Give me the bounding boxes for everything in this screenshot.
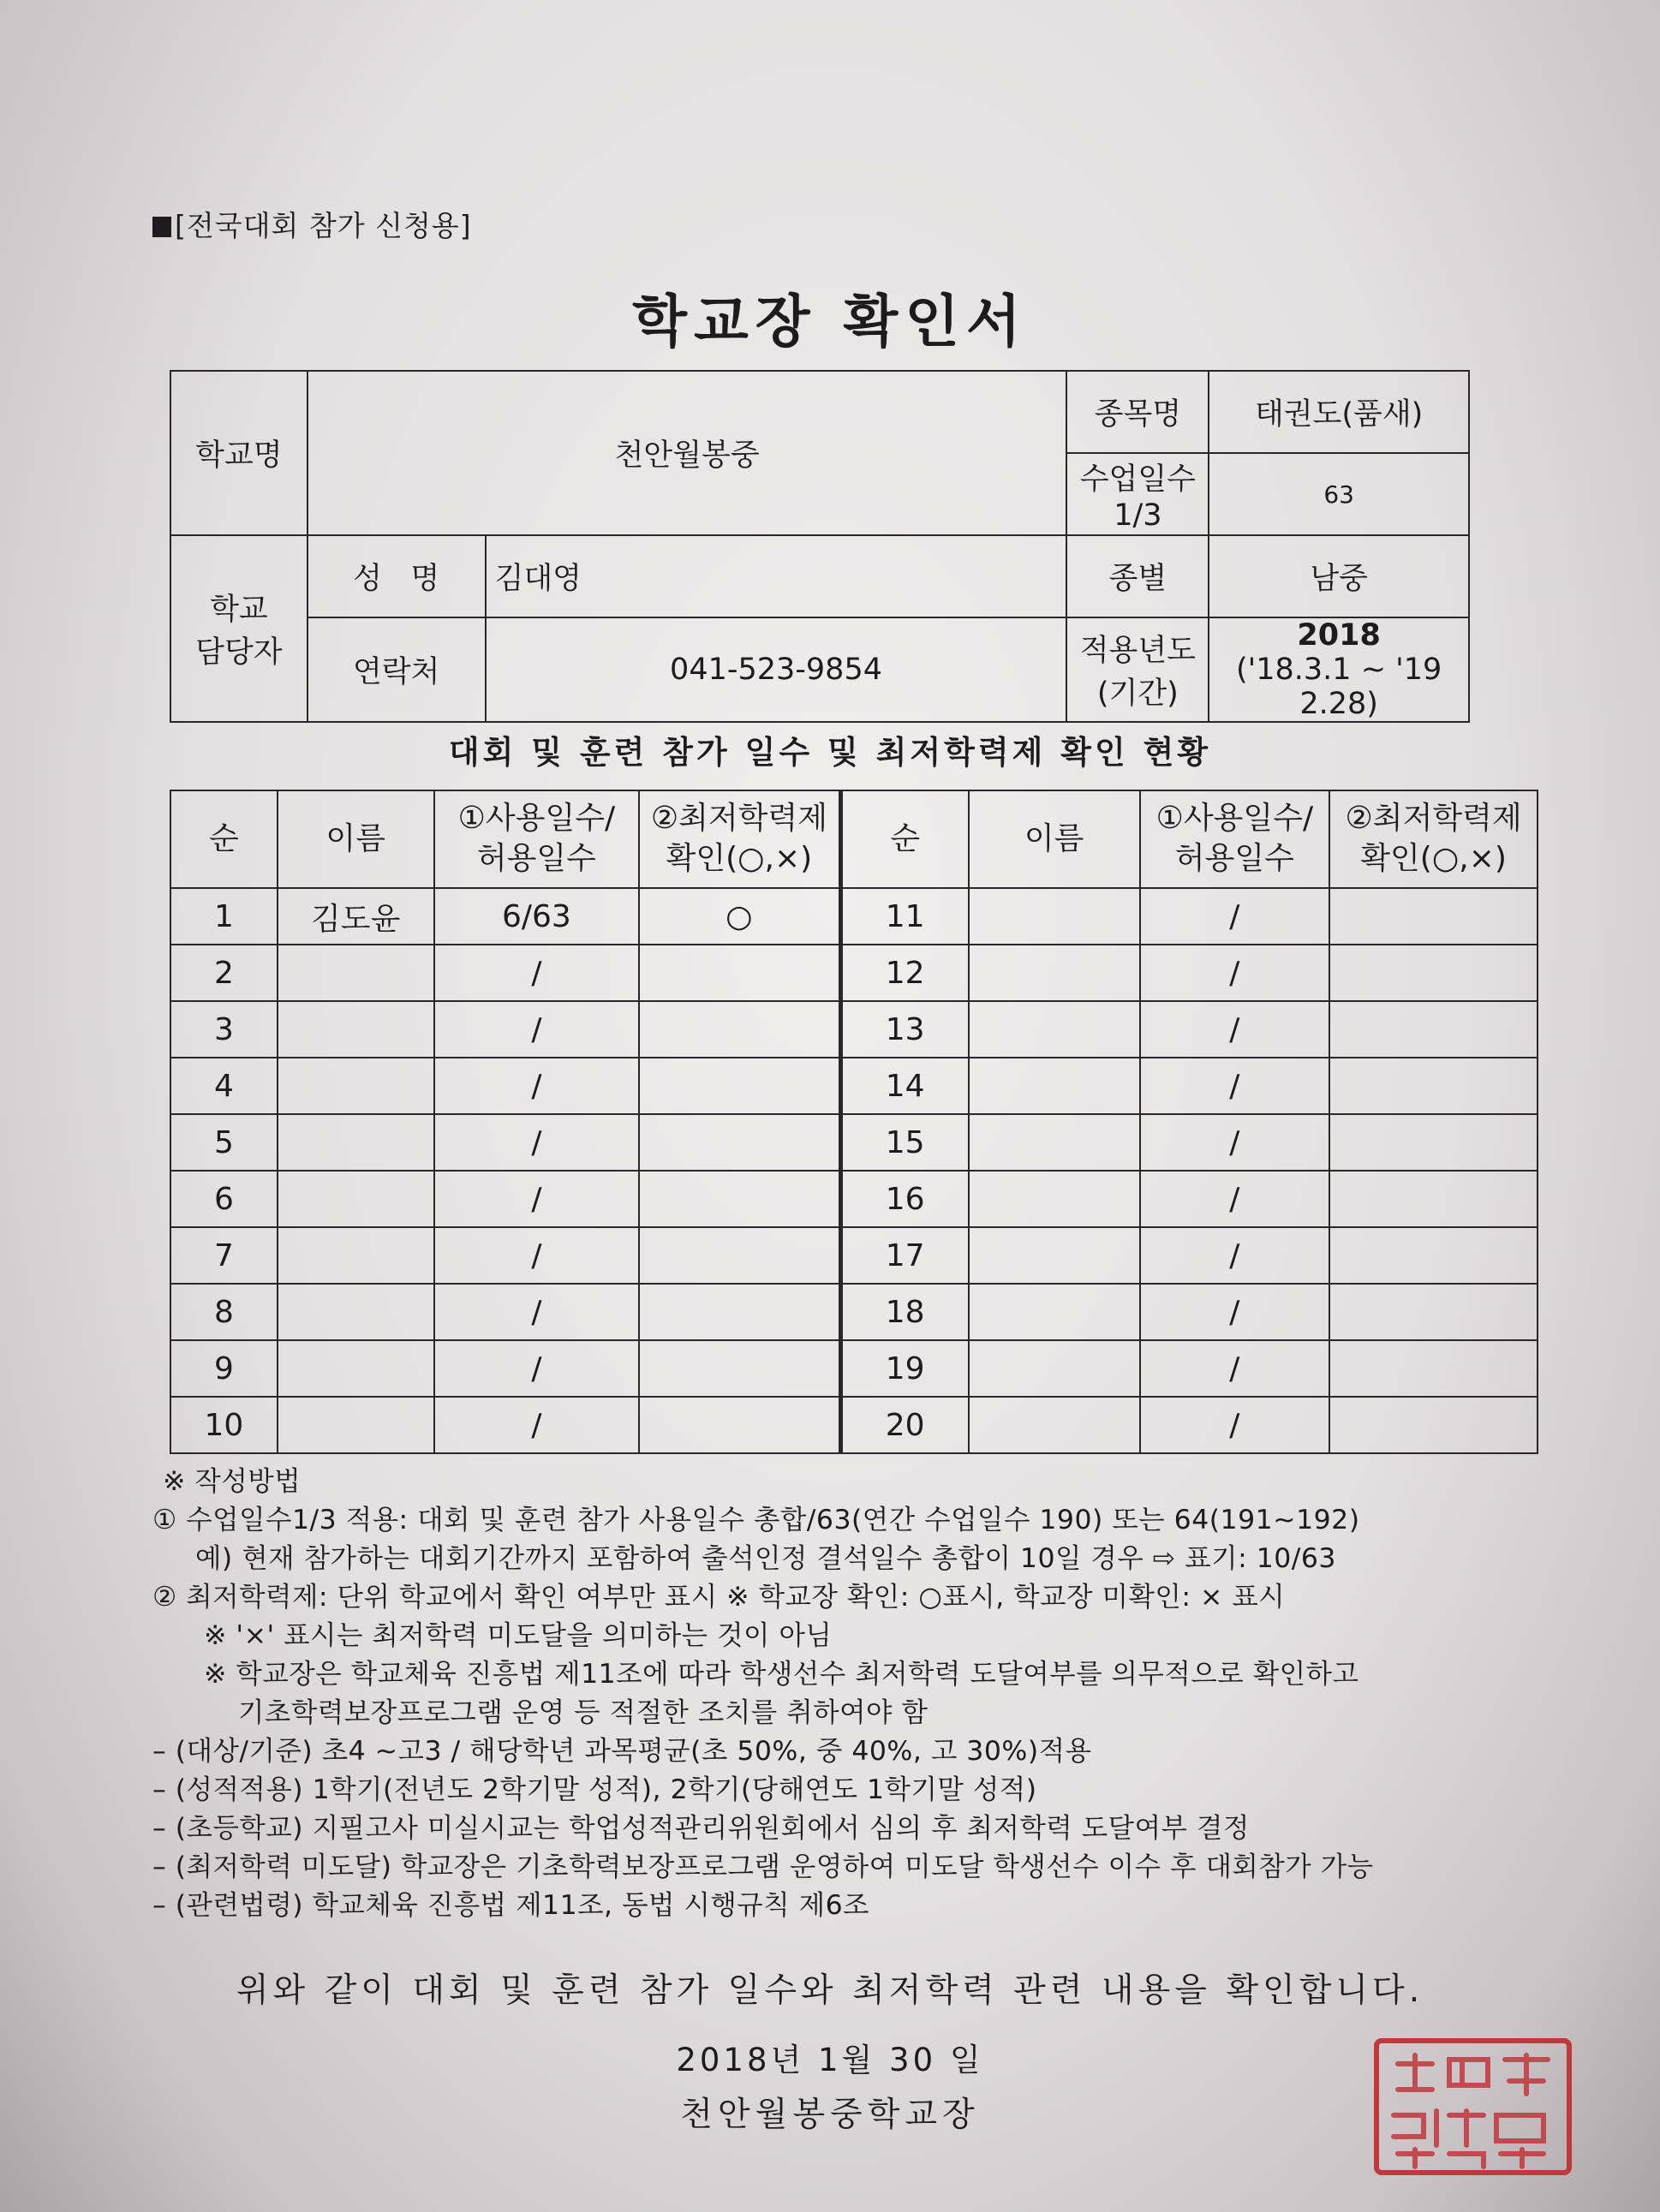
col-no: 순: [170, 790, 278, 888]
col-days: [434, 790, 640, 888]
row-check: [639, 1227, 840, 1284]
row-days-2: /: [1140, 945, 1330, 1001]
row-days-2: /: [1140, 1227, 1330, 1284]
gender-label: 종별: [1066, 535, 1209, 617]
signer-name: 천안월봉중학교장: [680, 2096, 980, 2134]
contact-value: 041-523-9854: [486, 617, 1067, 722]
row-check-2: [1329, 1001, 1538, 1058]
note-detail-1: – (대상/기준) 초4 ~고3 / 해당학년 과목평균(초 50%, 중 40%, 고 30%)적용: [152, 1736, 1092, 1767]
row-name-2: [969, 888, 1140, 945]
row-number: 9: [170, 1340, 278, 1397]
row-name-2: [969, 1058, 1140, 1114]
row-number: 6: [170, 1171, 278, 1227]
row-name: [278, 1284, 434, 1340]
table-row: [170, 1397, 1538, 1453]
col-check-2-line1: ②최저학력제: [1345, 801, 1522, 837]
gender-value: 남중: [1209, 535, 1469, 617]
row-number: 4: [170, 1058, 278, 1114]
row-check-2: [1329, 1397, 1538, 1453]
row-days: /: [434, 1227, 640, 1284]
row-number-2: 16: [840, 1171, 969, 1227]
year-label: [1066, 617, 1209, 722]
row-name: [278, 1058, 434, 1114]
note-detail-2: – (성적적용) 1학기(전년도 2학기말 성적), 2학기(당해연도 1학기말 성적): [152, 1774, 1037, 1805]
writing-instructions: [152, 1463, 1557, 1925]
note-item-1-example: 예) 현재 참가하는 대회기간까지 포함하여 출석인정 결석일수 총합이 10일 경우 ⇨ 표기: 10/63: [195, 1543, 1336, 1574]
row-days: /: [434, 1397, 640, 1453]
row-check: [639, 1397, 840, 1453]
note-item-4: ※ 학교장은 학교체육 진흥법 제11조에 따라 학생선수 최저학력 도달여부를 의무적으로 확인하고: [204, 1659, 1359, 1690]
row-number-2: 18: [840, 1284, 969, 1340]
row-days-2: /: [1140, 1340, 1330, 1397]
contact-label: 연락처: [308, 617, 486, 722]
staff-label-line1: 학교: [210, 593, 268, 627]
year-value-line1: 2018: [1297, 618, 1381, 653]
row-number: 8: [170, 1284, 278, 1340]
row-name: [278, 1227, 434, 1284]
row-days: /: [434, 1114, 640, 1171]
col-check-2-line2: 확인(○,×): [1360, 841, 1507, 876]
event-label: 종목명: [1066, 371, 1209, 453]
note-item-4-cont: 기초학력보장프로그램 운영 등 적절한 조치를 취하여야 함: [238, 1697, 929, 1728]
staff-label-line2: 담당자: [195, 635, 283, 670]
row-check-2: [1329, 1227, 1538, 1284]
seal-glyphs: [1394, 2055, 1548, 2167]
row-check: [639, 1171, 840, 1227]
col-name-2: 이름: [969, 790, 1140, 888]
staff-label: [170, 535, 308, 722]
class-days-value: 63: [1209, 453, 1469, 535]
row-days-2: /: [1140, 1397, 1330, 1453]
school-label: 학교명: [170, 371, 308, 535]
row-check: [639, 1284, 840, 1340]
row-days-2: /: [1140, 1001, 1330, 1058]
class-days-label: [1066, 453, 1209, 535]
note-detail-3: – (초등학교) 지필고사 미실시교는 학업성적관리위원회에서 심의 후 최저학력 도달여부 결정: [152, 1813, 1250, 1844]
row-check-2: [1329, 888, 1538, 945]
table-header-row: [170, 790, 1538, 888]
row-days-2: /: [1140, 1114, 1330, 1171]
row-check-2: [1329, 1058, 1538, 1114]
row-name-2: [969, 1171, 1140, 1227]
row-name-2: [969, 1340, 1140, 1397]
row-check-2: [1329, 1114, 1538, 1171]
row-number-2: 13: [840, 1001, 969, 1058]
year-label-line2: (기간): [1096, 677, 1179, 711]
row-name-2: [969, 1397, 1140, 1453]
form-type-text: [전국대회 참가 신청용]: [175, 209, 472, 242]
confirmation-statement: 위와 같이 대회 및 훈련 참가 일수와 최저학력 관련 내용을 확인합니다.: [236, 1971, 1424, 2010]
row-check-2: [1329, 1284, 1538, 1340]
row-number: 7: [170, 1227, 278, 1284]
row-number-2: 19: [840, 1340, 969, 1397]
col-check-line1: ②최저학력제: [650, 801, 827, 837]
row-check-2: [1329, 945, 1538, 1001]
event-value: 태권도(품새): [1209, 371, 1469, 453]
row-name: [278, 1340, 434, 1397]
row-name-2: [969, 1001, 1140, 1058]
row-name: [278, 1001, 434, 1058]
table-row: [170, 1114, 1538, 1171]
table-row: [170, 1171, 1538, 1227]
row-check: [639, 1001, 840, 1058]
row-days: 6/63: [434, 888, 640, 945]
row-check: ○: [639, 888, 840, 945]
col-check-2: [1329, 790, 1538, 888]
table-body: [170, 888, 1538, 1453]
issue-date: 2018년 1월 30 일: [676, 2042, 984, 2078]
notes-heading: ※ 작성방법: [163, 1466, 302, 1497]
row-name-2: [969, 1114, 1140, 1171]
row-number-2: 11: [840, 888, 969, 945]
col-days-2-line2: 허용일수: [1174, 841, 1294, 876]
row-days: /: [434, 1001, 640, 1058]
document-title: 학교장 확인서: [632, 289, 1028, 355]
row-days-2: /: [1140, 1171, 1330, 1227]
class-days-label-line2: 1/3: [1114, 498, 1162, 533]
row-check: [639, 1114, 840, 1171]
row-days: /: [434, 1171, 640, 1227]
row-number: 5: [170, 1114, 278, 1171]
school-value: 천안월봉중: [308, 371, 1067, 535]
row-number: 3: [170, 1001, 278, 1058]
section-title: 대회 및 훈련 참가 일수 및 최저학력제 확인 현황: [448, 734, 1212, 771]
row-days: /: [434, 1284, 640, 1340]
row-days-2: /: [1140, 1058, 1330, 1114]
year-value-period: ('18.3.1 ~ '19 2.28): [1235, 653, 1442, 721]
row-number: 10: [170, 1397, 278, 1453]
year-label-line1: 적용년도: [1079, 634, 1196, 668]
table-row: [170, 888, 1538, 945]
col-check: [639, 790, 840, 888]
row-name-2: [969, 945, 1140, 1001]
table-row: [170, 1340, 1538, 1397]
row-name-2: [969, 1227, 1140, 1284]
row-check-2: [1329, 1340, 1538, 1397]
info-table: [170, 370, 1470, 723]
row-name: 김도윤: [278, 888, 434, 945]
col-no-2: 순: [840, 790, 969, 888]
row-days: /: [434, 1340, 640, 1397]
row-number-2: 14: [840, 1058, 969, 1114]
year-value: [1209, 617, 1469, 722]
col-days-2-line1: ①사용일수/: [1155, 801, 1314, 837]
note-item-1: ① 수업일수1/3 적용: 대회 및 훈련 참가 사용일수 총합/63(연간 수업일수 190) 또는 64(191~192): [152, 1505, 1360, 1535]
col-days-line2: 허용일수: [476, 841, 596, 876]
name-label: 성 명: [308, 535, 486, 617]
col-check-line2: 확인(○,×): [666, 841, 813, 876]
table-row: [170, 1284, 1538, 1340]
official-seal-stamp: [1368, 2034, 1578, 2179]
row-number: 1: [170, 888, 278, 945]
table-row: [170, 1001, 1538, 1058]
row-days-2: /: [1140, 1284, 1330, 1340]
row-check: [639, 945, 840, 1001]
square-bullet-icon: [152, 217, 171, 237]
class-days-label-line1: 수업일수: [1079, 462, 1196, 497]
row-number: 2: [170, 945, 278, 1001]
row-days: /: [434, 1058, 640, 1114]
table-row: [170, 1227, 1538, 1284]
table-row: [170, 1058, 1538, 1114]
row-check: [639, 1058, 840, 1114]
col-days-2: [1140, 790, 1330, 888]
row-number-2: 20: [840, 1397, 969, 1453]
col-name: 이름: [278, 790, 434, 888]
row-name-2: [969, 1284, 1140, 1340]
row-number-2: 12: [840, 945, 969, 1001]
row-check: [639, 1340, 840, 1397]
row-days: /: [434, 945, 640, 1001]
row-days-2: /: [1140, 888, 1330, 945]
row-name: [278, 1171, 434, 1227]
row-name: [278, 1114, 434, 1171]
note-item-2: ② 최저학력제: 단위 학교에서 확인 여부만 표시 ※ 학교장 확인: ○표시, 학교장 미확인: × 표시: [152, 1582, 1286, 1613]
col-days-line1: ①사용일수/: [457, 801, 616, 837]
row-number-2: 15: [840, 1114, 969, 1171]
note-detail-4: – (최저학력 미도달) 학교장은 기초학력보장프로그램 운영하여 미도달 학생선수 이수 후 대회참가 가능: [152, 1851, 1374, 1882]
row-name: [278, 945, 434, 1001]
participation-table: [170, 790, 1538, 1454]
name-value: 김대영: [486, 535, 1067, 617]
note-detail-5: – (관련법령) 학교체육 진흥법 제11조, 동법 시행규칙 제6조: [152, 1890, 870, 1921]
table-row: [170, 945, 1538, 1001]
row-number-2: 17: [840, 1227, 969, 1284]
row-name: [278, 1397, 434, 1453]
note-item-3: ※ '×' 표시는 최저학력 미도달을 의미하는 것이 아님: [204, 1620, 833, 1651]
row-check-2: [1329, 1171, 1538, 1227]
form-type-label: [152, 204, 472, 244]
